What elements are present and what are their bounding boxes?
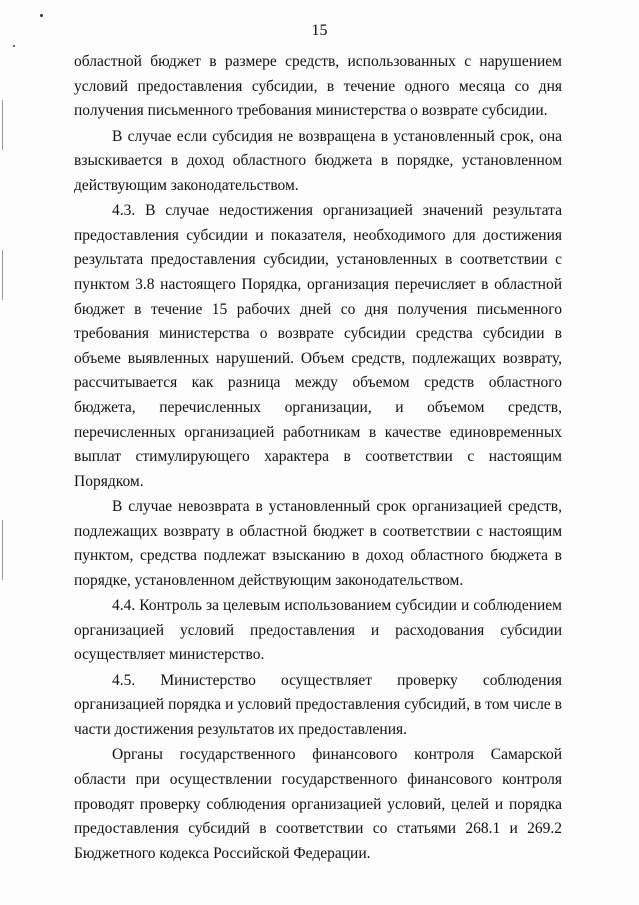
paragraph-financial-control-bodies: Органы государственного финансового контроля Самарской области при осуществлении государственного финансового контроля проводят проверку соблюдения организацией условий, целей и порядка предоставления субсидий в соответствии со статьями 268.1 и 269.2 Бюджетного кодекса Российской Федерации.: [74, 746, 562, 862]
scan-speck: [13, 45, 15, 47]
paragraph-subsidy-recovery: В случае если субсидия не возвращена в установленный срок, она взыскивается в доход областного бюджета в порядке, установленном действующим законодательством.: [74, 127, 562, 194]
scan-edge-mark: [2, 100, 3, 150]
page-number: 15: [311, 22, 328, 39]
paragraph-4-5-ministry-check: 4.5. Министерство осуществляет проверку соблюдения организацией порядка и условий предоставления субсидий, в том числе в части достижения результатов их предоставления.: [74, 671, 562, 739]
paragraph-4-4-control: 4.4. Контроль за целевым использованием субсидии и соблюдением организацией условий предоставления и расходования субсидии осуществляет министерство.: [74, 597, 562, 664]
document-body: [74, 50, 562, 866]
scan-speck: [40, 14, 43, 17]
scan-edge-mark: [2, 520, 3, 580]
scan-edge-mark: [2, 250, 3, 300]
paragraph-subsidy-return-continuation: областной бюджет в размере средств, использованных с нарушением условий предоставления субсидии, в течение одного месяца со дня получения письменного требования министерства о возврате субсидии.: [74, 53, 562, 120]
paragraph-non-return-recovery: В случае невозврата в установленный срок организацией средств, подлежащих возврату в областной бюджет в соответствии с настоящим пунктом, средства подлежат взысканию в доход областного бюджета в порядке, установленном действующим законодательством.: [74, 498, 562, 589]
paragraph-4-3-result-not-achieved: 4.3. В случае недостижения организацией значений результата предоставления субсидии и показателя, необходимого для достижения результата предоставления субсидии, установленных в соответствии с пунктом 3.8 настоящего Порядка, организация перечисляет в областной бюджет в течение 15 рабочих дней со дня получения письменного требования министерства о возврате субсидии средства субсидии в объеме выявленных нарушений. Объем средств, подлежащих возврату, рассчитывается как разница между объемом средств областного бюджета, перечисленных организации, и объемом средств, перечисленных организацией работникам в качестве единовременных выплат стимулирующего характера в соответствии с настоящим Порядком.: [74, 202, 562, 490]
